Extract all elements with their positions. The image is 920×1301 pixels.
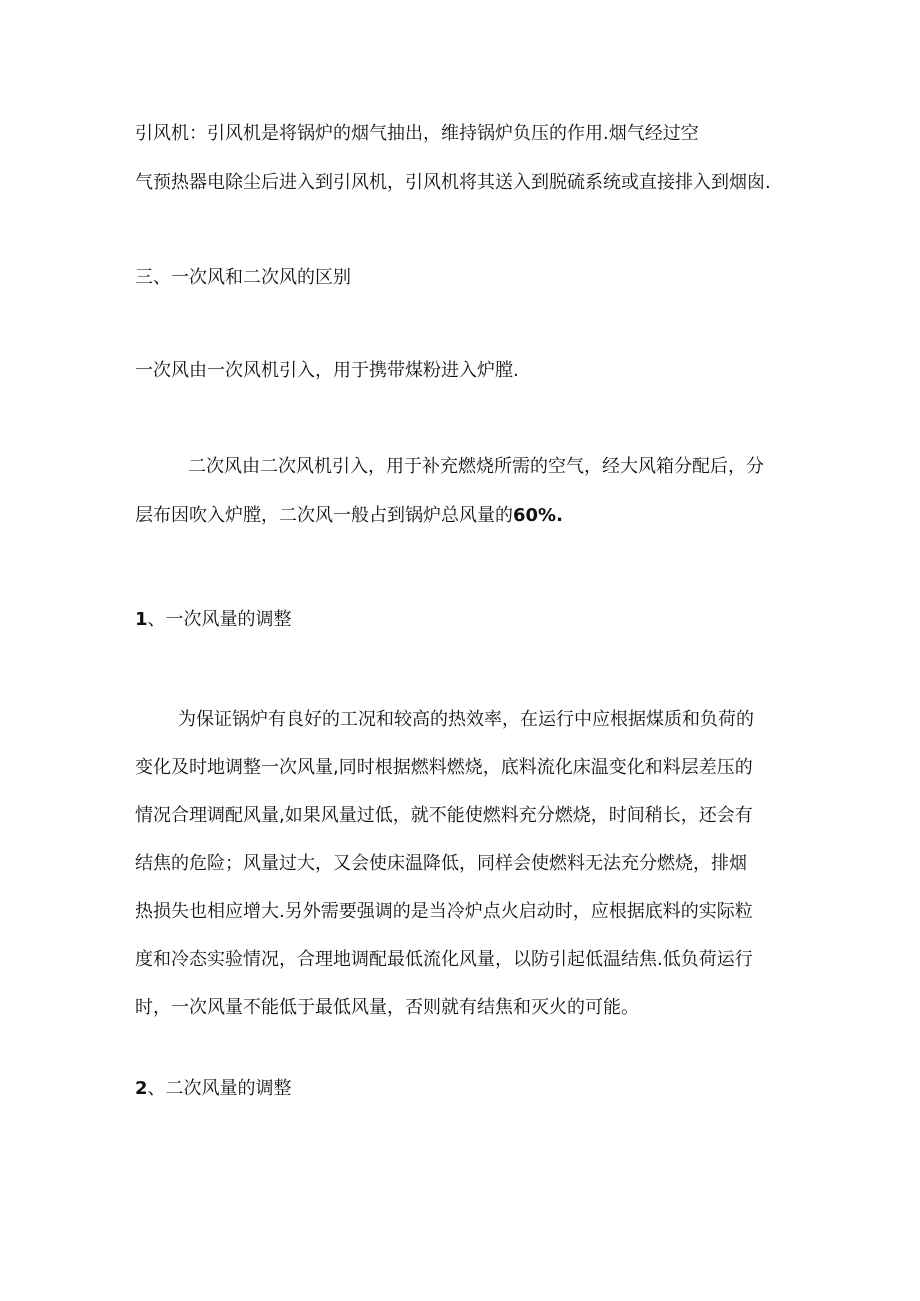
paragraph-line: 结焦的危险；风量过大，又会使床温降低，同样会使燃料无法充分燃烧，排烟 (135, 853, 747, 874)
heading-number: 1 (135, 609, 148, 630)
paragraph-line (135, 504, 563, 528)
paragraph-line: 引风机：引风机是将锅炉的烟气抽出，维持锅炉负压的作用.烟气经过空 (135, 123, 699, 144)
section-heading: 三、一次风和二次风的区别 (135, 267, 351, 288)
paragraph-line: 为保证锅炉有良好的工况和较高的热效率，在运行中应根据煤质和负荷的 (178, 709, 754, 730)
paragraph-line: 度和冷态实验情况，合理地调配最低流化风量，以防引起低温结焦.低负荷运行 (135, 949, 753, 970)
paragraph-line: 变化及时地调整一次风量,同时根据燃料燃烧，底料流化床温变化和料层差压的 (135, 757, 753, 778)
paragraph-line: 气预热器电除尘后进入到引风机，引风机将其送入到脱硫系统或直接排入到烟囱. (135, 172, 771, 193)
paragraph-line: 情况合理调配风量,如果风量过低，就不能使燃料充分燃烧，时间稍长，还会有 (135, 805, 753, 826)
heading-number: 2 (135, 1078, 148, 1099)
heading-text: 、二次风量的调整 (147, 1078, 292, 1099)
paragraph-line: 二次风由二次风机引入，用于补充燃烧所需的空气，经大风箱分配后，分 (188, 456, 764, 477)
subsection-heading (135, 1077, 292, 1101)
paragraph-text: 层布因吹入炉膛，二次风一般占到锅炉总风量的 (135, 505, 513, 526)
percentage-value: 60%. (513, 505, 563, 526)
paragraph-line: 时，一次风量不能低于最低风量，否则就有结焦和灭火的可能。 (135, 997, 639, 1018)
paragraph-line: 热损失也相应增大.另外需要强调的是当冷炉点火启动时，应根据底料的实际粒 (135, 901, 753, 922)
paragraph-line: 一次风由一次风机引入，用于携带煤粉进入炉膛. (135, 360, 519, 381)
subsection-heading (135, 608, 292, 632)
heading-text: 、一次风量的调整 (147, 609, 292, 630)
